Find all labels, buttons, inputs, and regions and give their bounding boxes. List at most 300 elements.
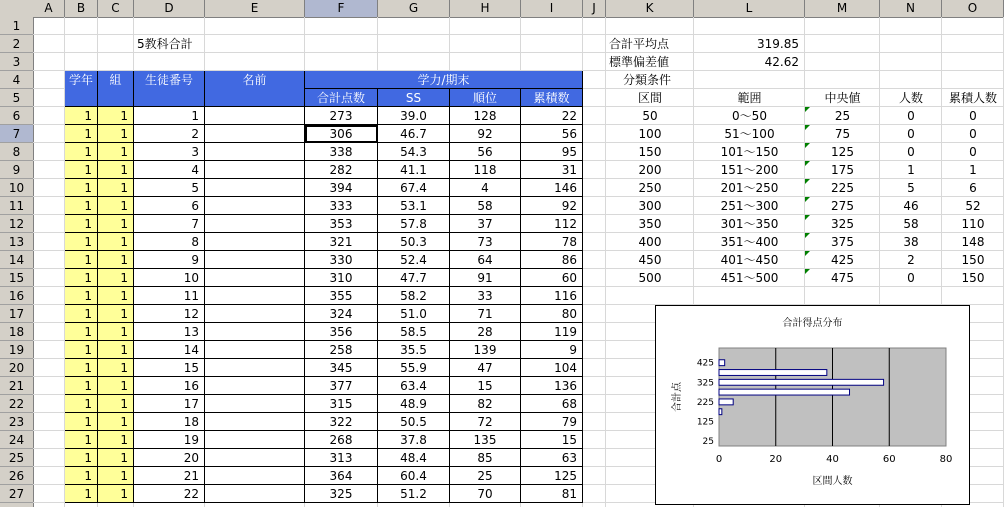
total-cell[interactable]: 325 (305, 485, 378, 503)
grade-cell[interactable]: 1 (65, 107, 98, 125)
name-cell[interactable] (205, 305, 305, 323)
dist-header-interval[interactable]: 区間 (637, 91, 662, 105)
row-header-11[interactable]: 11 (0, 197, 33, 215)
ss-cell[interactable]: 37.8 (378, 431, 450, 449)
column-headers (0, 0, 1004, 18)
dist-interval-cell[interactable]: 50 (642, 109, 658, 123)
name-cell[interactable] (205, 431, 305, 449)
dist-count-cell[interactable]: 46 (903, 199, 919, 213)
class-cell[interactable]: 1 (98, 467, 134, 485)
ss-cell[interactable]: 58.5 (378, 323, 450, 341)
name-cell[interactable] (205, 341, 305, 359)
ss-cell[interactable]: 57.8 (378, 215, 450, 233)
dist-interval-cell[interactable]: 250 (638, 181, 662, 195)
dist-count-cell[interactable]: 0 (907, 109, 915, 123)
dist-median-cell[interactable]: 75 (834, 127, 851, 141)
avg-value[interactable]: 319.85 (757, 37, 799, 51)
grade-cell[interactable]: 1 (65, 269, 98, 287)
class-cell[interactable]: 1 (98, 413, 134, 431)
dist-range-cell[interactable]: 351～400 (720, 235, 779, 249)
cond-label[interactable]: 分類条件 (623, 73, 672, 87)
student-no-cell[interactable]: 4 (134, 161, 205, 179)
class-cell[interactable]: 1 (98, 359, 134, 377)
total-cell[interactable]: 313 (305, 449, 378, 467)
rank-cell[interactable]: 82 (450, 395, 521, 413)
column-header-l[interactable]: L (694, 0, 805, 17)
dist-cum-cell[interactable]: 1 (969, 163, 977, 177)
ss-cell[interactable]: 60.4 (378, 467, 450, 485)
column-header-e[interactable]: E (205, 0, 305, 17)
row-header-1[interactable]: 1 (0, 17, 33, 35)
ss-cell[interactable]: 54.3 (378, 143, 450, 161)
dist-count-cell[interactable]: 0 (907, 271, 915, 285)
name-cell[interactable] (205, 161, 305, 179)
name-cell[interactable] (205, 359, 305, 377)
dist-range-cell[interactable]: 101～150 (720, 145, 779, 159)
class-cell[interactable]: 1 (98, 341, 134, 359)
cumulative-cell[interactable]: 86 (521, 251, 583, 269)
cumulative-cell[interactable]: 81 (521, 485, 583, 503)
dist-median-cell[interactable]: 225 (831, 181, 854, 195)
student-no-cell[interactable]: 20 (134, 449, 205, 467)
student-no-cell[interactable]: 19 (134, 431, 205, 449)
cumulative-cell[interactable]: 63 (521, 449, 583, 467)
student-no-cell[interactable]: 16 (134, 377, 205, 395)
rank-cell[interactable]: 56 (450, 143, 521, 161)
grade-cell[interactable]: 1 (65, 359, 98, 377)
column-header-c[interactable]: C (98, 0, 134, 17)
student-no-cell[interactable]: 17 (134, 395, 205, 413)
ss-cell[interactable]: 55.9 (378, 359, 450, 377)
row-header-8[interactable]: 8 (0, 143, 33, 161)
ss-cell[interactable]: 35.5 (378, 341, 450, 359)
cumulative-cell[interactable]: 146 (521, 179, 583, 197)
name-cell[interactable] (205, 143, 305, 161)
row-header-25[interactable]: 25 (0, 449, 33, 467)
ss-cell[interactable]: 51.0 (378, 305, 450, 323)
column-header-h[interactable]: H (450, 0, 521, 17)
dist-count-cell[interactable]: 38 (903, 235, 919, 249)
row-header-16[interactable]: 16 (0, 287, 33, 305)
grade-cell[interactable]: 1 (65, 449, 98, 467)
x-tick-label: 60 (882, 454, 896, 465)
name-cell[interactable] (205, 413, 305, 431)
rank-cell[interactable]: 58 (450, 197, 521, 215)
ss-cell[interactable]: 39.0 (378, 107, 450, 125)
dist-median-cell[interactable]: 175 (831, 163, 854, 177)
dist-cum-cell[interactable]: 52 (965, 199, 981, 213)
ss-cell[interactable]: 52.4 (378, 251, 450, 269)
grade-cell[interactable]: 1 (65, 305, 98, 323)
dist-range-cell[interactable]: 151～200 (720, 163, 779, 177)
cumulative-cell[interactable]: 112 (521, 215, 583, 233)
dist-range-cell[interactable]: 251～300 (720, 199, 779, 213)
cumulative-cell[interactable]: 116 (521, 287, 583, 305)
bar (719, 379, 884, 385)
header-student-no[interactable]: 生徒番号 (134, 71, 205, 107)
row-header-13[interactable]: 13 (0, 233, 33, 251)
row-header-27[interactable]: 27 (0, 485, 33, 503)
grade-cell[interactable]: 1 (65, 125, 98, 143)
row-header-15[interactable]: 15 (0, 269, 33, 287)
rank-cell[interactable]: 4 (450, 179, 521, 197)
class-cell[interactable]: 1 (98, 251, 134, 269)
rank-cell[interactable]: 25 (450, 467, 521, 485)
x-tick-label: 80 (939, 454, 953, 465)
row-header-3[interactable]: 3 (0, 53, 33, 71)
rank-cell[interactable]: 72 (450, 413, 521, 431)
column-header-i[interactable]: I (521, 0, 583, 17)
student-no-cell[interactable]: 9 (134, 251, 205, 269)
class-cell[interactable]: 1 (98, 125, 134, 143)
sd-value[interactable]: 42.62 (764, 55, 799, 69)
dist-count-cell[interactable]: 58 (903, 217, 919, 231)
total-cell[interactable]: 394 (305, 179, 378, 197)
rank-cell[interactable]: 71 (450, 305, 521, 323)
header-grade[interactable]: 学年 (65, 71, 98, 107)
row-header-19[interactable]: 19 (0, 341, 33, 359)
rank-cell[interactable]: 64 (450, 251, 521, 269)
rank-cell[interactable]: 70 (450, 485, 521, 503)
name-cell[interactable] (205, 233, 305, 251)
rank-cell[interactable]: 139 (450, 341, 521, 359)
dist-interval-cell[interactable]: 500 (638, 271, 662, 285)
grade-cell[interactable]: 1 (65, 413, 98, 431)
rank-cell[interactable]: 37 (450, 215, 521, 233)
dist-median-cell[interactable]: 125 (831, 145, 854, 159)
rank-cell[interactable]: 15 (450, 377, 521, 395)
grade-cell[interactable]: 1 (65, 233, 98, 251)
student-no-cell[interactable]: 15 (134, 359, 205, 377)
dist-count-cell[interactable]: 1 (907, 163, 915, 177)
cumulative-cell[interactable]: 125 (521, 467, 583, 485)
name-cell[interactable] (205, 467, 305, 485)
class-cell[interactable]: 1 (98, 395, 134, 413)
dist-interval-cell[interactable]: 450 (638, 253, 662, 267)
cumulative-cell[interactable]: 104 (521, 359, 583, 377)
name-cell[interactable] (205, 395, 305, 413)
row-header-4[interactable]: 4 (0, 71, 33, 89)
total-cell[interactable]: 258 (305, 341, 378, 359)
student-no-cell[interactable]: 3 (134, 143, 205, 161)
rank-cell[interactable]: 73 (450, 233, 521, 251)
student-no-cell[interactable]: 7 (134, 215, 205, 233)
header-group[interactable]: 学力/期末 (305, 71, 583, 89)
row-header-17[interactable]: 17 (0, 305, 33, 323)
dist-range-cell[interactable]: 451～500 (720, 271, 779, 285)
cumulative-cell[interactable]: 136 (521, 377, 583, 395)
total-cell[interactable]: 282 (305, 161, 378, 179)
class-cell[interactable]: 1 (98, 233, 134, 251)
ss-cell[interactable]: 53.1 (378, 197, 450, 215)
student-no-cell[interactable]: 12 (134, 305, 205, 323)
row-header-7[interactable]: 7 (0, 125, 33, 143)
student-no-cell[interactable]: 22 (134, 485, 205, 503)
ss-cell[interactable]: 47.7 (378, 269, 450, 287)
total-cell[interactable]: 315 (305, 395, 378, 413)
row-header-10[interactable]: 10 (0, 179, 33, 197)
ss-cell[interactable]: 41.1 (378, 161, 450, 179)
name-cell[interactable] (205, 125, 305, 143)
grade-cell[interactable]: 1 (65, 323, 98, 341)
class-cell[interactable]: 1 (98, 107, 134, 125)
row-header-20[interactable]: 20 (0, 359, 33, 377)
dist-range-cell[interactable]: 301～350 (720, 217, 779, 231)
row-header-22[interactable]: 22 (0, 395, 33, 413)
column-header-o[interactable]: O (942, 0, 1004, 17)
distribution-chart[interactable] (655, 305, 970, 505)
total-cell[interactable]: 306 (305, 125, 378, 143)
rank-cell[interactable]: 92 (450, 125, 521, 143)
ss-cell[interactable]: 58.2 (378, 287, 450, 305)
dist-header-cum[interactable]: 累積人数 (948, 91, 997, 105)
student-no-cell[interactable]: 13 (134, 323, 205, 341)
column-header-k[interactable]: K (606, 0, 694, 17)
header-cumulative[interactable]: 累積数 (521, 89, 583, 107)
cumulative-cell[interactable]: 15 (521, 431, 583, 449)
ss-cell[interactable]: 63.4 (378, 377, 450, 395)
dist-cum-cell[interactable]: 0 (969, 109, 977, 123)
name-cell[interactable] (205, 179, 305, 197)
student-no-cell[interactable]: 21 (134, 467, 205, 485)
column-header-d[interactable]: D (134, 0, 205, 17)
grade-cell[interactable]: 1 (65, 485, 98, 503)
class-cell[interactable]: 1 (98, 305, 134, 323)
dist-interval-cell[interactable]: 350 (638, 217, 662, 231)
rank-cell[interactable]: 85 (450, 449, 521, 467)
student-no-cell[interactable]: 5 (134, 179, 205, 197)
grade-cell[interactable]: 1 (65, 143, 98, 161)
dist-interval-cell[interactable]: 400 (638, 235, 662, 249)
total-cell[interactable]: 310 (305, 269, 378, 287)
dist-median-cell[interactable]: 325 (831, 217, 854, 231)
row-header-12[interactable]: 12 (0, 215, 33, 233)
dist-median-cell[interactable]: 425 (831, 253, 854, 267)
ss-cell[interactable]: 51.2 (378, 485, 450, 503)
student-no-cell[interactable]: 8 (134, 233, 205, 251)
class-cell[interactable]: 1 (98, 197, 134, 215)
ss-cell[interactable]: 48.4 (378, 449, 450, 467)
cumulative-cell[interactable]: 22 (521, 107, 583, 125)
class-cell[interactable]: 1 (98, 323, 134, 341)
grade-cell[interactable]: 1 (65, 251, 98, 269)
sheet-title[interactable]: 5教科合計 (137, 37, 193, 51)
grade-cell[interactable]: 1 (65, 395, 98, 413)
sd-label[interactable]: 標準偏差値 (609, 55, 670, 69)
class-cell[interactable]: 1 (98, 449, 134, 467)
class-cell[interactable]: 1 (98, 269, 134, 287)
grade-cell[interactable]: 1 (65, 341, 98, 359)
total-cell[interactable]: 353 (305, 215, 378, 233)
name-cell[interactable] (205, 449, 305, 467)
dist-cum-cell[interactable]: 150 (961, 271, 985, 285)
rank-cell[interactable]: 28 (450, 323, 521, 341)
rank-cell[interactable]: 33 (450, 287, 521, 305)
y-tick-label: 425 (696, 358, 714, 369)
dist-cum-cell[interactable]: 6 (969, 181, 977, 195)
name-cell[interactable] (205, 485, 305, 503)
grade-cell[interactable]: 1 (65, 161, 98, 179)
cumulative-cell[interactable]: 78 (521, 233, 583, 251)
dist-cum-cell[interactable]: 0 (969, 127, 977, 141)
dist-count-cell[interactable]: 0 (907, 145, 915, 159)
column-header-a[interactable]: A (33, 0, 65, 17)
ss-cell[interactable]: 48.9 (378, 395, 450, 413)
header-rank[interactable]: 順位 (450, 89, 521, 107)
row-header-9[interactable]: 9 (0, 161, 33, 179)
class-cell[interactable]: 1 (98, 215, 134, 233)
dist-cum-cell[interactable]: 0 (969, 145, 977, 159)
total-cell[interactable]: 377 (305, 377, 378, 395)
class-cell[interactable]: 1 (98, 377, 134, 395)
class-cell[interactable]: 1 (98, 161, 134, 179)
student-no-cell[interactable]: 14 (134, 341, 205, 359)
dist-range-cell[interactable]: 0～50 (732, 109, 767, 123)
header-class[interactable]: 組 (98, 71, 134, 107)
column-header-f[interactable]: F (305, 0, 378, 17)
rank-cell[interactable]: 128 (450, 107, 521, 125)
dist-count-cell[interactable]: 2 (907, 253, 915, 267)
total-cell[interactable]: 338 (305, 143, 378, 161)
dist-count-cell[interactable]: 0 (907, 127, 915, 141)
dist-median-cell[interactable]: 25 (834, 109, 851, 123)
dist-median-cell[interactable]: 475 (831, 271, 854, 285)
dist-median-cell[interactable]: 375 (831, 235, 854, 249)
rank-cell[interactable]: 135 (450, 431, 521, 449)
class-cell[interactable]: 1 (98, 143, 134, 161)
dist-header-range[interactable]: 範囲 (737, 91, 762, 105)
column-header-m[interactable]: M (805, 0, 880, 17)
column-header-j[interactable]: J (583, 0, 606, 17)
name-cell[interactable] (205, 377, 305, 395)
rank-cell[interactable]: 47 (450, 359, 521, 377)
dist-interval-cell[interactable]: 100 (638, 127, 662, 141)
row-header-23[interactable]: 23 (0, 413, 33, 431)
class-cell[interactable]: 1 (98, 179, 134, 197)
student-no-cell[interactable]: 1 (134, 107, 205, 125)
dist-header-count[interactable]: 人数 (898, 91, 923, 105)
ss-cell[interactable]: 67.4 (378, 179, 450, 197)
rank-cell[interactable]: 91 (450, 269, 521, 287)
dist-cum-cell[interactable]: 110 (961, 217, 985, 231)
name-cell[interactable] (205, 215, 305, 233)
total-cell[interactable]: 330 (305, 251, 378, 269)
grade-cell[interactable]: 1 (65, 287, 98, 305)
ss-cell[interactable]: 46.7 (378, 125, 450, 143)
row-header-5[interactable]: 5 (0, 89, 33, 107)
cumulative-cell[interactable]: 92 (521, 197, 583, 215)
class-cell[interactable]: 1 (98, 485, 134, 503)
cumulative-cell[interactable]: 79 (521, 413, 583, 431)
rank-cell[interactable]: 118 (450, 161, 521, 179)
dist-range-cell[interactable]: 51～100 (724, 127, 775, 141)
name-cell[interactable] (205, 269, 305, 287)
dist-interval-cell[interactable]: 150 (638, 145, 662, 159)
grade-cell[interactable]: 1 (65, 431, 98, 449)
class-cell[interactable]: 1 (98, 431, 134, 449)
cumulative-cell[interactable]: 80 (521, 305, 583, 323)
y-tick-label: 25 (702, 437, 714, 448)
row-header-6[interactable]: 6 (0, 107, 33, 125)
column-header-b[interactable]: B (65, 0, 98, 17)
row-header-14[interactable]: 14 (0, 251, 33, 269)
total-cell[interactable]: 364 (305, 467, 378, 485)
row-header-18[interactable]: 18 (0, 323, 33, 341)
name-cell[interactable] (205, 287, 305, 305)
dist-range-cell[interactable]: 401～450 (720, 253, 779, 267)
name-cell[interactable] (205, 197, 305, 215)
x-axis-label: 区間人数 (812, 476, 853, 487)
cumulative-cell[interactable]: 68 (521, 395, 583, 413)
total-cell[interactable]: 333 (305, 197, 378, 215)
cumulative-cell[interactable]: 9 (521, 341, 583, 359)
dist-median-cell[interactable]: 275 (831, 199, 854, 213)
grade-cell[interactable]: 1 (65, 377, 98, 395)
y-tick-label: 225 (696, 397, 714, 408)
ss-cell[interactable]: 50.5 (378, 413, 450, 431)
total-cell[interactable]: 321 (305, 233, 378, 251)
total-cell[interactable]: 356 (305, 323, 378, 341)
total-cell[interactable]: 324 (305, 305, 378, 323)
student-no-cell[interactable]: 6 (134, 197, 205, 215)
total-cell[interactable]: 355 (305, 287, 378, 305)
cumulative-cell[interactable]: 119 (521, 323, 583, 341)
avg-label[interactable]: 合計平均点 (609, 37, 670, 51)
student-no-cell[interactable]: 10 (134, 269, 205, 287)
chart-title: 合計得点分布 (782, 318, 843, 329)
dist-cum-cell[interactable]: 150 (961, 253, 985, 267)
dist-range-cell[interactable]: 201～250 (720, 181, 779, 195)
bar (719, 399, 733, 405)
total-cell[interactable]: 273 (305, 107, 378, 125)
row-header-2[interactable]: 2 (0, 35, 33, 53)
grade-cell[interactable]: 1 (65, 197, 98, 215)
cumulative-cell[interactable]: 60 (521, 269, 583, 287)
column-header-g[interactable]: G (378, 0, 450, 17)
name-cell[interactable] (205, 251, 305, 269)
header-ss[interactable]: SS (378, 89, 450, 107)
total-cell[interactable]: 322 (305, 413, 378, 431)
cumulative-cell[interactable]: 56 (521, 125, 583, 143)
class-cell[interactable]: 1 (98, 287, 134, 305)
name-cell[interactable] (205, 323, 305, 341)
dist-cum-cell[interactable]: 148 (961, 235, 985, 249)
x-tick-label: 40 (826, 454, 839, 465)
total-cell[interactable]: 268 (305, 431, 378, 449)
student-no-cell[interactable]: 18 (134, 413, 205, 431)
student-no-cell[interactable]: 2 (134, 125, 205, 143)
column-header-n[interactable]: N (880, 0, 942, 17)
name-cell[interactable] (205, 107, 305, 125)
dist-header-median[interactable]: 中央値 (824, 91, 861, 105)
cumulative-cell[interactable]: 95 (521, 143, 583, 161)
student-no-cell[interactable]: 11 (134, 287, 205, 305)
grade-cell[interactable]: 1 (65, 179, 98, 197)
grade-cell[interactable]: 1 (65, 215, 98, 233)
row-header-26[interactable]: 26 (0, 467, 33, 485)
dist-count-cell[interactable]: 5 (907, 181, 915, 195)
row-header-21[interactable]: 21 (0, 377, 33, 395)
dist-interval-cell[interactable]: 200 (638, 163, 662, 177)
grade-cell[interactable]: 1 (65, 467, 98, 485)
row-header-24[interactable]: 24 (0, 431, 33, 449)
header-name[interactable]: 名前 (205, 71, 305, 107)
dist-interval-cell[interactable]: 300 (638, 199, 662, 213)
header-total[interactable]: 合計点数 (305, 89, 378, 107)
total-cell[interactable]: 345 (305, 359, 378, 377)
ss-cell[interactable]: 50.3 (378, 233, 450, 251)
cumulative-cell[interactable]: 31 (521, 161, 583, 179)
